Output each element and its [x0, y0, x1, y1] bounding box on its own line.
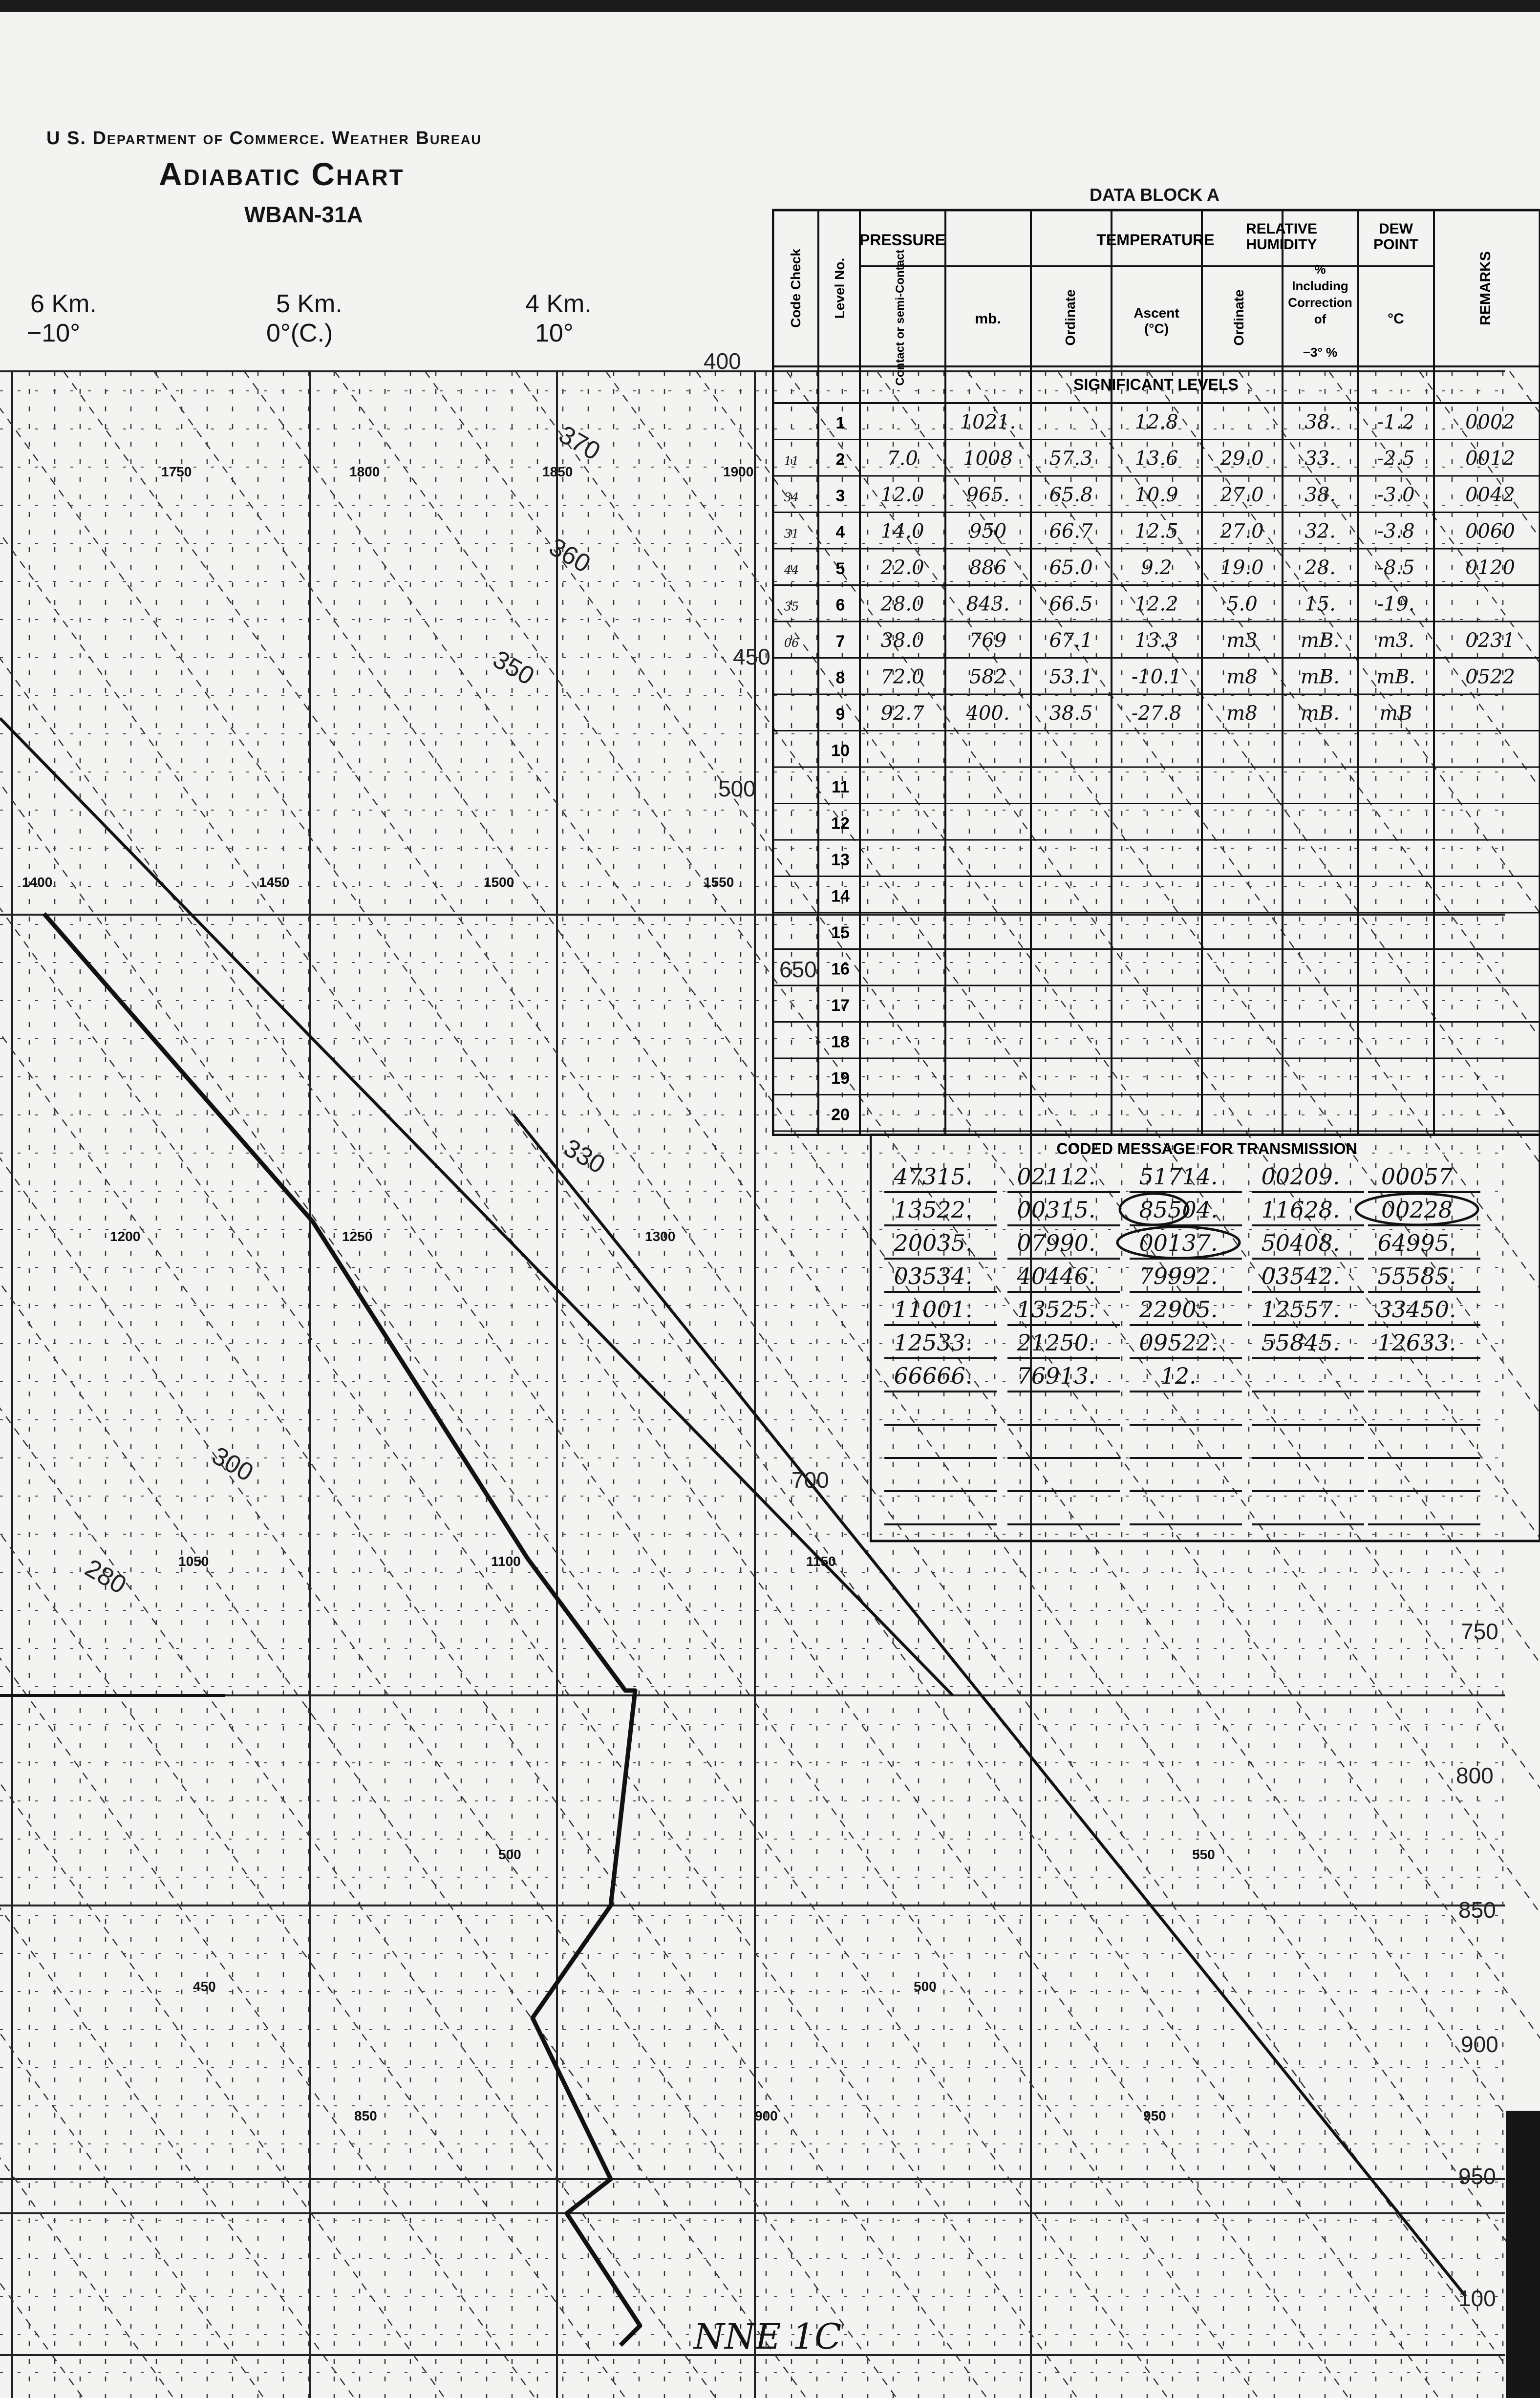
isotherm-label: 1500 — [484, 875, 514, 890]
cell-check: 06 — [784, 636, 799, 650]
level-number: 1 — [835, 414, 845, 433]
isotherm-label: 850 — [354, 2108, 377, 2123]
isotherm-label: 550 — [1192, 1847, 1215, 1862]
cell-ascent: 13.3 — [1134, 629, 1178, 652]
form-number: WBAN-31A — [244, 202, 363, 227]
group-header: TEMPERATURE — [1096, 231, 1215, 249]
group-header-dew-2: POINT — [1373, 236, 1418, 253]
pressure-label: 100 — [1458, 2286, 1496, 2311]
pressure-label: 950 — [1458, 2163, 1496, 2189]
cell-ord: 65.0 — [1049, 557, 1093, 579]
dry-adiabat-line — [0, 371, 535, 2398]
cell-dew: m3. — [1377, 629, 1415, 652]
cell-ord: 38.5 — [1049, 702, 1093, 725]
cell-mb: 843. — [966, 593, 1010, 616]
data-block-table — [772, 181, 1540, 1136]
handwritten-annotation: NNE 1C — [694, 2316, 842, 2357]
agency-name: U S. Department of Commerce. Weather Bureau — [46, 128, 482, 149]
dry-adiabat-line — [0, 371, 806, 2398]
coded-group: 13522. — [894, 1197, 973, 1223]
col-header-rh-pct: Including — [1292, 278, 1348, 293]
coded-group: 00315. — [1017, 1197, 1096, 1223]
isotherm-label: 1450 — [259, 875, 290, 890]
cell-rh: 32. — [1305, 520, 1336, 543]
coded-group: 21250. — [1017, 1329, 1096, 1356]
col-header-mb: mb. — [975, 311, 1001, 327]
col-header-rh-pct: of — [1314, 312, 1326, 326]
dry-adiabat-line — [0, 371, 716, 2398]
pressure-label: 700 — [791, 1467, 829, 1493]
col-header-contact: Contact or semi-Contact — [894, 249, 907, 386]
cell-rh: 33. — [1305, 447, 1336, 470]
isotherm-label: 1400 — [22, 875, 53, 890]
isotherm-label: 1100 — [491, 1554, 521, 1569]
pressure-label: 400 — [704, 348, 741, 374]
adiabat-label: 360 — [544, 533, 596, 578]
cell-rh_ord: m8 — [1226, 665, 1258, 688]
level-number: 18 — [831, 1032, 850, 1051]
level-number: 9 — [835, 705, 845, 724]
isotherm-label: 1800 — [349, 464, 380, 479]
coded-group: 00057 — [1381, 1163, 1453, 1190]
height-6km: 6 Km. — [30, 290, 97, 318]
isotherm-label: 1200 — [110, 1229, 141, 1244]
pressure-label: 750 — [1461, 1619, 1498, 1644]
isotherm-label: 500 — [498, 1847, 521, 1862]
cell-rh_ord: m8 — [1226, 702, 1258, 725]
coded-group: 76913. — [1017, 1363, 1096, 1389]
cell-remarks: 0522 — [1465, 665, 1515, 688]
group-header: PRESSURE — [859, 231, 946, 249]
cell-contact: 72.0 — [880, 665, 924, 688]
cell-rh_ord: 27.0 — [1220, 520, 1264, 543]
page-title: Adiabatic Chart — [159, 156, 405, 192]
coded-group: 85504. — [1139, 1197, 1218, 1223]
cell-mb: 769 — [969, 629, 1007, 652]
level-number: 20 — [831, 1105, 850, 1124]
cell-dew: -3.8 — [1377, 520, 1415, 543]
group-header-humidity: RELATIVE — [1245, 221, 1318, 237]
cell-rh_ord: m3 — [1226, 629, 1258, 652]
coded-group: 64995. — [1377, 1230, 1456, 1256]
cell-dew: mB — [1379, 702, 1412, 725]
level-number: 8 — [835, 668, 845, 687]
col-header-ascent: Ascent — [1134, 305, 1179, 321]
temp-0c: 0°(C.) — [266, 319, 333, 347]
cell-dew: -1.2 — [1377, 411, 1415, 434]
coded-group: 12533. — [894, 1329, 973, 1356]
col-header-rh-pct: % — [1314, 262, 1326, 277]
cell-contact: 38.0 — [880, 629, 924, 652]
coded-group: 03534. — [894, 1263, 973, 1289]
cell-rh_ord: 5.0 — [1226, 593, 1258, 616]
level-number: 15 — [831, 923, 850, 942]
cell-ascent: 12.5 — [1134, 520, 1178, 543]
cell-mb: 965. — [966, 484, 1010, 507]
cell-remarks: 0231 — [1465, 629, 1515, 652]
cell-rh: 38. — [1305, 484, 1336, 507]
cell-ascent: 9.2 — [1141, 557, 1172, 579]
cell-ord: 66.5 — [1049, 593, 1093, 616]
coded-group: 20035. — [894, 1230, 973, 1256]
level-number: 12 — [831, 814, 850, 833]
cell-contact: 14.0 — [880, 520, 924, 543]
level-number: 14 — [831, 887, 850, 906]
temp-10c: 10° — [535, 319, 574, 347]
level-number: 17 — [831, 996, 850, 1015]
cell-rh: 38. — [1305, 411, 1336, 434]
level-number: 6 — [835, 596, 845, 615]
coded-group: 55845. — [1261, 1329, 1340, 1356]
level-number: 7 — [835, 632, 845, 651]
coded-group: 50408. — [1261, 1230, 1340, 1256]
dry-adiabat-line — [0, 371, 445, 2398]
isotherm-label: 500 — [914, 1979, 937, 1994]
isotherm-label: 1250 — [342, 1229, 373, 1244]
cell-mb: 1021. — [960, 411, 1016, 434]
isotherm-label: 900 — [755, 2108, 778, 2123]
level-number: 4 — [835, 523, 845, 542]
level-number: 11 — [832, 778, 849, 797]
group-header-dew: DEW — [1379, 221, 1413, 237]
cell-dew: mB. — [1376, 665, 1416, 688]
col-header-ascent-unit: (°C) — [1144, 321, 1169, 336]
isotherm-label: 1050 — [178, 1554, 209, 1569]
coded-group: 02112. — [1017, 1163, 1096, 1190]
coded-group: 79992. — [1139, 1263, 1218, 1289]
level-number: 10 — [831, 741, 850, 760]
coded-group: 13525. — [1017, 1296, 1096, 1323]
cell-ord: 66.7 — [1049, 520, 1093, 543]
isotherm-label: 450 — [193, 1979, 216, 1994]
group-header-humidity-2: HUMIDITY — [1246, 236, 1317, 253]
pressure-label: 800 — [1456, 1763, 1494, 1788]
isotherm-label: 1150 — [806, 1554, 836, 1569]
cell-ord: 65.8 — [1049, 484, 1093, 507]
isotherm-label: 1850 — [542, 464, 573, 479]
cell-mb: 1008 — [963, 447, 1013, 470]
cell-check: 34 — [784, 491, 799, 505]
cell-contact: 7.0 — [887, 447, 918, 470]
coded-group: 00209. — [1261, 1163, 1340, 1190]
cell-rh: 28. — [1305, 557, 1336, 579]
cell-ascent: -10.1 — [1131, 665, 1182, 688]
coded-group: 47315. — [894, 1163, 973, 1190]
level-number: 13 — [831, 851, 850, 870]
cell-ascent: 12.2 — [1134, 593, 1178, 616]
cell-dew: -8.5 — [1377, 557, 1415, 579]
adiabat-label: 370 — [554, 420, 605, 466]
pressure-label: 900 — [1461, 2032, 1498, 2057]
cell-contact: 12.0 — [880, 484, 924, 507]
coded-group: 12. — [1160, 1363, 1197, 1389]
coded-group: 03542. — [1261, 1263, 1340, 1289]
level-number: 2 — [835, 450, 845, 469]
cell-check: 31 — [784, 527, 799, 541]
coded-message-title: CODED MESSAGE FOR TRANSMISSION — [1056, 1140, 1357, 1157]
data-block-title: DATA BLOCK A — [1090, 185, 1219, 205]
adiabat-label: 330 — [559, 1134, 610, 1179]
cell-rh: mB. — [1300, 665, 1340, 688]
significant-levels-header: SIGNIFICANT LEVELS — [1073, 376, 1239, 393]
cell-ascent: -27.8 — [1131, 702, 1182, 725]
col-header-ordinate: Ordinate — [1063, 289, 1078, 346]
adiabat-label: 350 — [488, 645, 539, 691]
pressure-label: 650 — [779, 957, 817, 982]
coded-group: 07990. — [1017, 1230, 1096, 1256]
cell-ascent: 13.6 — [1134, 447, 1178, 470]
cell-mb: 582 — [969, 665, 1007, 688]
dry-adiabat-line — [0, 371, 354, 2398]
height-5km: 5 Km. — [276, 290, 342, 318]
cell-check: 11 — [784, 454, 799, 468]
coded-group: 33450. — [1377, 1296, 1456, 1323]
data-block-a — [772, 181, 1540, 1136]
cell-dew: -3.0 — [1377, 484, 1415, 507]
coded-message-table — [870, 1134, 1540, 1544]
cell-ascent: 10.9 — [1134, 484, 1178, 507]
isotherm-label: 1900 — [723, 464, 754, 479]
coded-group: 11001. — [894, 1296, 973, 1323]
level-number: 3 — [835, 487, 845, 506]
cell-remarks: 0002 — [1465, 411, 1515, 434]
cell-rh_ord: 29.0 — [1220, 447, 1264, 470]
coded-group: 11628. — [1261, 1197, 1340, 1223]
col-header-rh-pct: Correction — [1288, 295, 1352, 310]
isotherm-label: 1300 — [645, 1229, 676, 1244]
coded-group: 12633. — [1377, 1329, 1456, 1356]
cell-ord: 67.1 — [1049, 629, 1093, 652]
coded-message-block — [870, 1134, 1540, 1544]
cell-mb: 950 — [969, 520, 1007, 543]
coded-group: 00137. — [1139, 1230, 1218, 1256]
cell-remarks: 0012 — [1465, 447, 1515, 470]
level-number: 19 — [831, 1069, 850, 1088]
cell-remarks: 0060 — [1465, 520, 1515, 543]
cell-ord: 53.1 — [1049, 665, 1093, 688]
level-number: 5 — [835, 559, 845, 578]
col-header-rh-corr: −3° % — [1303, 345, 1338, 360]
coded-group: 66666. — [894, 1363, 973, 1389]
isotherm-label: 1750 — [161, 464, 192, 479]
pressure-label: 850 — [1458, 1897, 1496, 1923]
cell-dew: -2.5 — [1377, 447, 1415, 470]
cell-remarks: 0042 — [1465, 484, 1515, 507]
coded-group: 09522. — [1139, 1329, 1218, 1356]
coded-group: 55585. — [1377, 1263, 1456, 1289]
cell-mb: 400. — [966, 702, 1010, 725]
cell-contact: 28.0 — [880, 593, 924, 616]
col-header-code-check: Code Check — [788, 249, 803, 328]
col-header-level-no: Level No. — [832, 257, 847, 319]
coded-group: 12557. — [1261, 1296, 1340, 1323]
dry-adiabat-line — [0, 371, 173, 2398]
cell-dew: -19. — [1377, 593, 1415, 616]
cell-contact: 22.0 — [880, 557, 924, 579]
cell-rh_ord: 19.0 — [1220, 557, 1264, 579]
cell-ascent: 12.8 — [1134, 411, 1178, 434]
pressure-label: 500 — [718, 776, 756, 801]
cell-ord: 57.3 — [1049, 447, 1093, 470]
col-header-dew-unit: °C — [1388, 311, 1404, 327]
cell-remarks: 0120 — [1465, 557, 1515, 579]
col-header-rh-ordinate: Ordinate — [1231, 289, 1246, 346]
temp-minus10: −10° — [27, 319, 81, 347]
height-4km: 4 Km. — [525, 290, 592, 318]
coded-group: 22905. — [1139, 1296, 1218, 1323]
cell-rh: 15. — [1305, 593, 1336, 616]
cell-mb: 886 — [969, 557, 1007, 579]
adiabat-label: 280 — [80, 1554, 131, 1600]
cell-rh: mB. — [1300, 629, 1340, 652]
right-edge — [1506, 2111, 1540, 2398]
coded-group: 40446. — [1017, 1263, 1096, 1289]
cell-check: 44 — [784, 563, 799, 578]
adiabat-label: 300 — [207, 1441, 258, 1487]
cell-contact: 92.7 — [880, 702, 924, 725]
isotherm-label: 1550 — [704, 875, 734, 890]
pressure-label: 450 — [733, 644, 770, 669]
cell-rh: mB. — [1300, 702, 1340, 725]
cell-check: 35 — [784, 600, 799, 614]
level-number: 16 — [831, 960, 850, 979]
coded-group: 00228 — [1381, 1197, 1453, 1223]
isotherm-label: 950 — [1143, 2108, 1166, 2123]
cell-rh_ord: 27.0 — [1220, 484, 1264, 507]
coded-group: 51714. — [1139, 1163, 1218, 1190]
col-header-remarks: REMARKS — [1477, 251, 1494, 325]
